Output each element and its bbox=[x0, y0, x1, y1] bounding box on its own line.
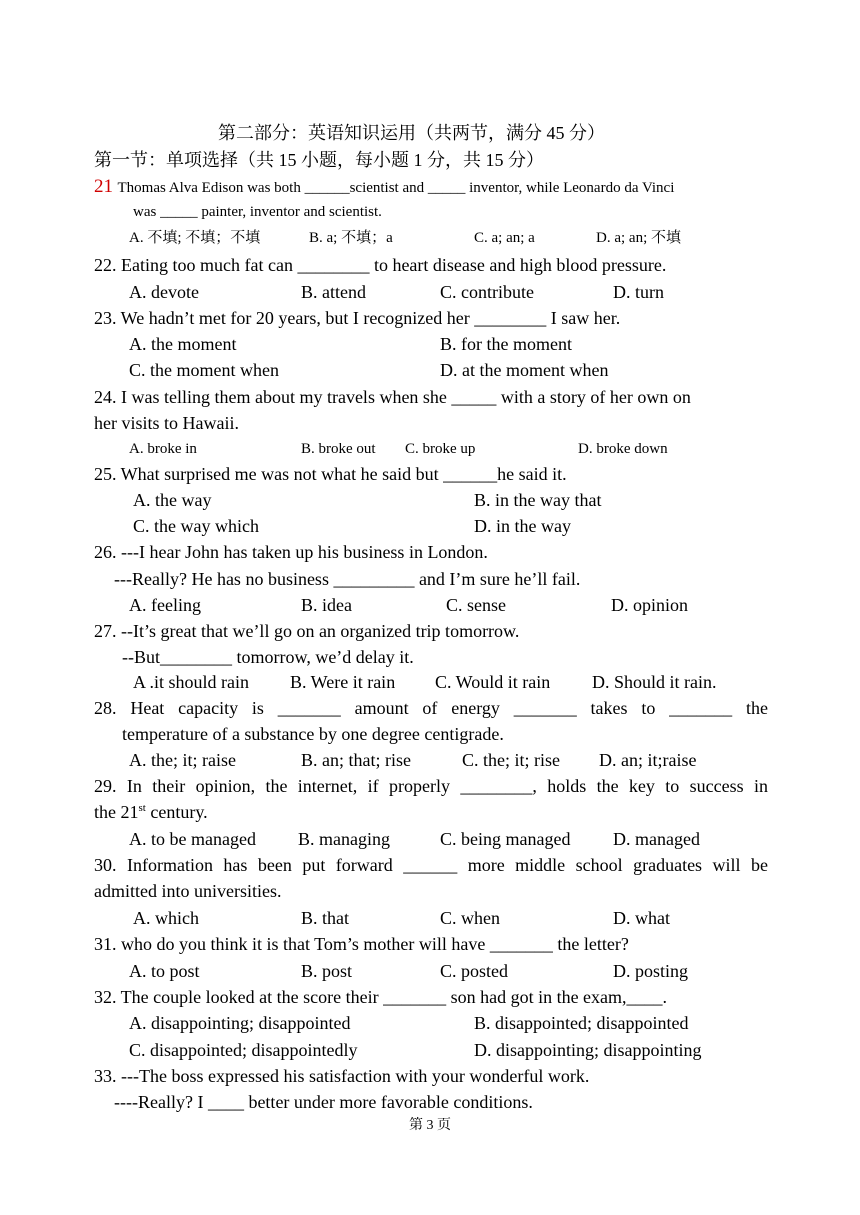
question-31: 31. who do you think it is that Tom’s mother will have _______ the letter? bbox=[94, 934, 629, 954]
question-30-cont: admitted into universities. bbox=[94, 881, 282, 901]
option-d: D. a; an; 不填 bbox=[596, 230, 681, 246]
option-d: D. managed bbox=[613, 829, 700, 849]
question-23: 23. We hadn’t met for 20 years, but I recognized her ________ I saw her. bbox=[94, 308, 621, 328]
option-c: C. being managed bbox=[440, 829, 571, 849]
option-b: B. for the moment bbox=[440, 334, 572, 354]
stem-text: century. bbox=[145, 802, 208, 822]
option-b: B. disappointed; disappointed bbox=[474, 1013, 689, 1033]
option-d: D. broke down bbox=[578, 441, 668, 457]
option-c: C. posted bbox=[440, 961, 509, 981]
ordinal-suffix: st bbox=[138, 802, 146, 814]
option-a: A. disappointing; disappointed bbox=[129, 1013, 351, 1033]
option-b: B. attend bbox=[301, 282, 366, 302]
option-c: C. when bbox=[440, 908, 500, 928]
option-c: C. the moment when bbox=[129, 360, 279, 380]
option-c: C. the way which bbox=[133, 516, 259, 536]
question-28-cont: temperature of a substance by one degree centigrade. bbox=[122, 724, 504, 744]
option-a: A. the way bbox=[133, 490, 212, 510]
option-d: D. disappointing; disappointing bbox=[474, 1040, 702, 1060]
option-a: A. to post bbox=[129, 961, 200, 981]
section-title: 第一节：单项选择（共 15 小题，每小题 1 分，共 15 分） bbox=[94, 150, 544, 170]
question-32: 32. The couple looked at the score their _______ son had got in the exam,____. bbox=[94, 987, 668, 1007]
option-b: B. a; 不填；a bbox=[309, 230, 393, 246]
option-a: A. broke in bbox=[129, 441, 197, 457]
option-b: B. broke out bbox=[301, 441, 376, 457]
option-b: B. managing bbox=[298, 829, 390, 849]
question-22: 22. Eating too much fat can ________ to heart disease and high blood pressure. bbox=[94, 255, 667, 275]
option-c: C. broke up bbox=[405, 441, 476, 457]
option-d: D. posting bbox=[613, 961, 689, 981]
question-25: 25. What surprised me was not what he said but ______he said it. bbox=[94, 464, 567, 484]
option-d: D. turn bbox=[613, 282, 664, 302]
page-number: 第 3 页 bbox=[409, 1118, 451, 1133]
option-d: D. Should it rain. bbox=[592, 672, 717, 692]
question-33-cont: ----Really? I ____ better under more favorable conditions. bbox=[114, 1092, 533, 1112]
option-d: D. what bbox=[613, 908, 670, 928]
question-26-cont: ---Really? He has no business _________ and I’m sure he’ll fail. bbox=[114, 569, 581, 589]
question-number: 21 bbox=[94, 176, 113, 197]
option-a: A. the moment bbox=[129, 334, 237, 354]
option-a: A. the; it; raise bbox=[129, 750, 236, 770]
option-d: D. in the way bbox=[474, 516, 571, 536]
option-a: A. which bbox=[133, 908, 199, 928]
option-c: C. Would it rain bbox=[435, 672, 551, 692]
option-d: D. at the moment when bbox=[440, 360, 609, 380]
option-b: B. that bbox=[301, 908, 349, 928]
question-24: 24. I was telling them about my travels when she _____ with a story of her own on bbox=[94, 387, 691, 407]
option-b: B. in the way that bbox=[474, 490, 602, 510]
question-27: 27. --It’s great that we’ll go on an organized trip tomorrow. bbox=[94, 621, 520, 641]
question-33: 33. ---The boss expressed his satisfaction with your wonderful work. bbox=[94, 1066, 590, 1086]
option-a: A. feeling bbox=[129, 595, 201, 615]
option-d: D. opinion bbox=[611, 595, 689, 615]
question-29: 29. In their opinion, the internet, if properly ________, holds the key to success in bbox=[94, 776, 768, 796]
option-c: C. contribute bbox=[440, 282, 534, 302]
option-c: C. a; an; a bbox=[474, 230, 535, 246]
option-c: C. the; it; rise bbox=[462, 750, 560, 770]
option-b: B. idea bbox=[301, 595, 352, 615]
option-c: C. disappointed; disappointedly bbox=[129, 1040, 358, 1060]
option-b: B. post bbox=[301, 961, 353, 981]
part-title: 第二部分：英语知识运用（共两节，满分 45 分） bbox=[218, 123, 605, 143]
question-28: 28. Heat capacity is _______ amount of energy _______ takes to _______ the bbox=[94, 698, 768, 718]
option-c: C. sense bbox=[446, 595, 506, 615]
stem-text: the 21 bbox=[94, 802, 139, 822]
option-a: A. to be managed bbox=[129, 829, 256, 849]
question-30: 30. Information has been put forward ______ more middle school graduates will be bbox=[94, 855, 768, 875]
question-29-cont bbox=[94, 801, 208, 823]
question-21 bbox=[94, 175, 674, 199]
option-b: B. Were it rain bbox=[290, 672, 396, 692]
question-27-cont: --But________ tomorrow, we’d delay it. bbox=[122, 647, 414, 667]
option-d: D. an; it;raise bbox=[599, 750, 697, 770]
question-24-cont: her visits to Hawaii. bbox=[94, 413, 239, 433]
question-stem-cont: was _____ painter, inventor and scientist. bbox=[133, 204, 382, 220]
option-a: A. 不填; 不填；不填 bbox=[129, 230, 261, 246]
option-a: A .it should rain bbox=[133, 672, 249, 692]
question-26: 26. ---I hear John has taken up his business in London. bbox=[94, 542, 488, 562]
option-a: A. devote bbox=[129, 282, 199, 302]
question-stem: Thomas Alva Edison was both ______scientist and _____ inventor, while Leonardo da Vinci bbox=[117, 180, 675, 196]
option-b: B. an; that; rise bbox=[301, 750, 411, 770]
